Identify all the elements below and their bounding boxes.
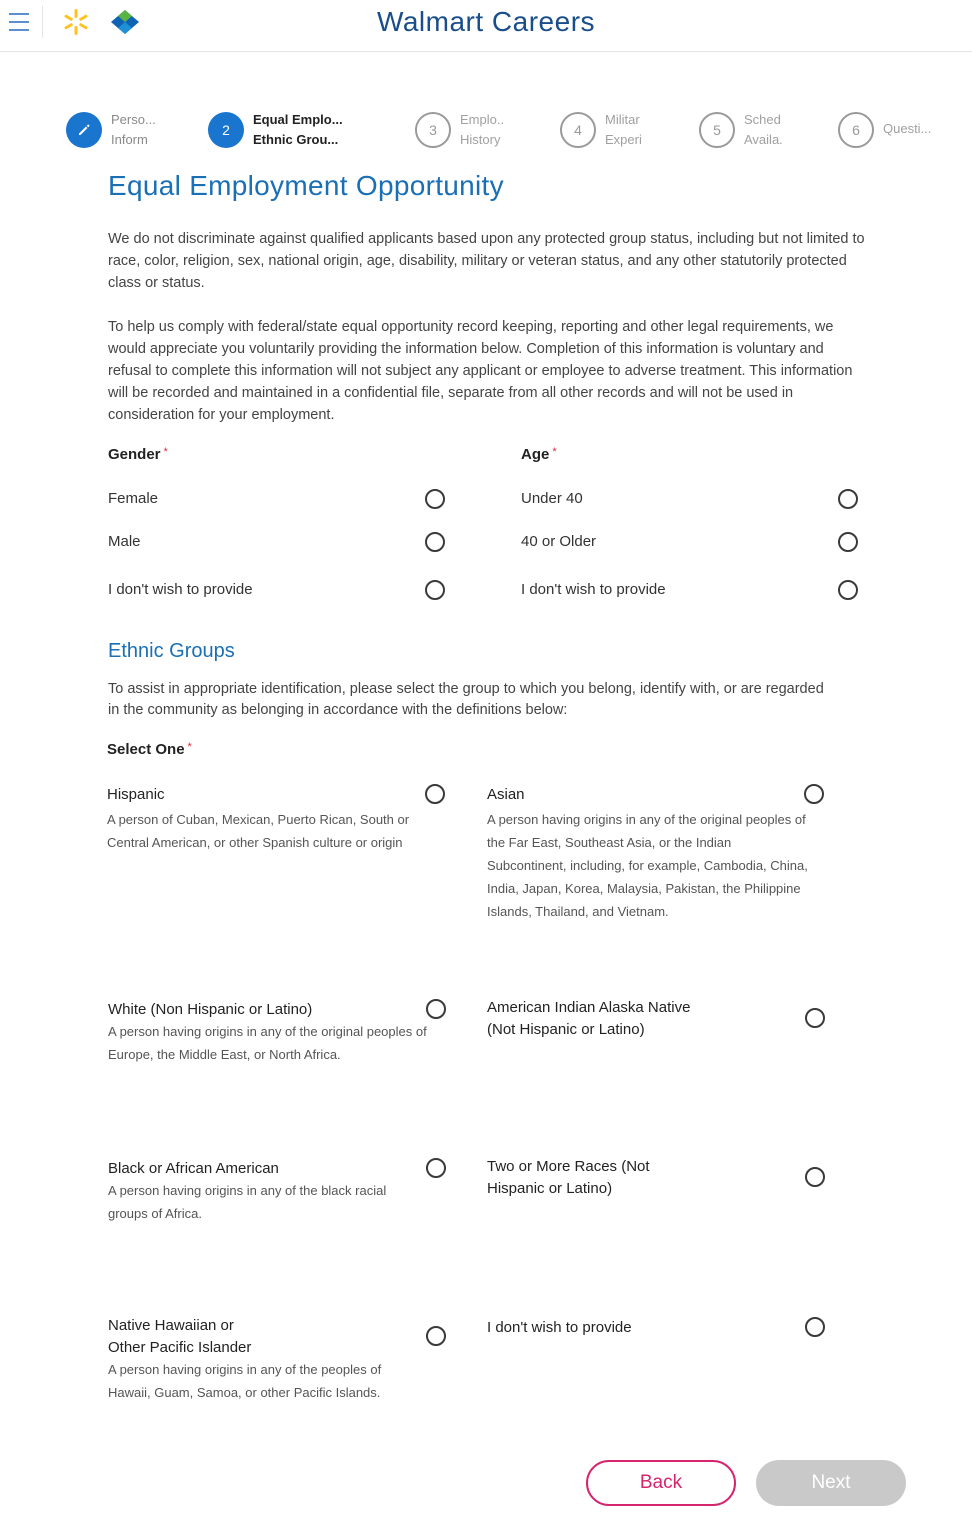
ethnic-two-or-more-title: Two or More Races (Not Hispanic or Latino): [487, 1158, 650, 1197]
age-option-under-40: Under 40: [521, 490, 583, 507]
step-4-label: Militar Experi: [605, 112, 642, 147]
step-5-number: 5: [699, 112, 735, 148]
ethnic-decline-radio[interactable]: [805, 1317, 825, 1337]
age-label: Age *: [521, 446, 557, 463]
top-header: [0, 0, 972, 52]
gender-male-radio[interactable]: [425, 532, 445, 552]
ethnic-native-hawaiian-title: Native Hawaiian or Other Pacific Islander: [108, 1317, 252, 1356]
gender-option-male: Male: [108, 533, 141, 550]
ethnic-decline-title: I don't wish to provide: [487, 1319, 632, 1336]
ethnic-american-indian-radio[interactable]: [805, 1008, 825, 1028]
ethnic-american-indian-title: American Indian Alaska Native (Not Hispanic or Latino): [487, 999, 691, 1038]
required-marker: *: [552, 446, 557, 458]
ethnic-white-title: White (Non Hispanic or Latino): [108, 1001, 313, 1018]
ethnic-native-hawaiian-desc: A person having origins in any of the peoples of Hawaii, Guam, Samoa, or other Pacific Islands.: [108, 1362, 382, 1400]
age-decline-radio[interactable]: [838, 580, 858, 600]
ethnic-instructions: To assist in appropriate identification, please select the group to which you belong, identify with, or are regarded in the community as belonging in accordance with the definitions below:: [108, 681, 824, 718]
ethnic-two-or-more-radio[interactable]: [805, 1167, 825, 1187]
ethnic-asian-radio[interactable]: [804, 784, 824, 804]
next-button[interactable]: Next: [756, 1460, 906, 1506]
ethnic-groups-heading: Ethnic Groups: [108, 640, 235, 662]
ethnic-hispanic-title: Hispanic: [107, 786, 165, 803]
ethnic-hispanic-desc: A person of Cuban, Mexican, Puerto Rican, South or Central American, or other Spanish culture or origin: [107, 812, 410, 850]
intro-paragraph-1: We do not discriminate against qualified applicants based upon any protected group status, including but not limited to race, color, religion, sex, national origin, age, disability, military or veteran status, and any other statutorily protected class or status.: [108, 231, 865, 291]
ethnic-black-title: Black or African American: [108, 1160, 279, 1177]
page-title: Equal Employment Opportunity: [108, 170, 504, 201]
ethnic-white-desc: A person having origins in any of the original peoples of Europe, the Middle East, or North Africa.: [108, 1024, 427, 1062]
ethnic-native-hawaiian-radio[interactable]: [426, 1326, 446, 1346]
pencil-icon: [66, 112, 102, 148]
step-3-label: Emplo.. History: [460, 112, 505, 147]
intro-paragraph-2: To help us comply with federal/state equal opportunity record keeping, reporting and other legal requirements, we would appreciate you voluntarily providing the information below. Completion of this information is voluntary and refusal to complete this information will not subject any applicant or employee to adverse treatment. This information will be recorded and maintained in a confidential file, separate from all other records and will not be used in consideration for your employment.: [108, 319, 853, 423]
step-6-label: Questi...: [883, 121, 932, 136]
required-marker: *: [163, 446, 168, 458]
gender-decline-radio[interactable]: [425, 580, 445, 600]
ethnic-black-radio[interactable]: [426, 1158, 446, 1178]
ethnic-white-radio[interactable]: [426, 999, 446, 1019]
gender-female-radio[interactable]: [425, 489, 445, 509]
step-2-number: 2: [208, 112, 244, 148]
step-3-number: 3: [415, 112, 451, 148]
required-marker: *: [187, 741, 192, 753]
age-40-or-older-radio[interactable]: [838, 532, 858, 552]
step-5-label: Sched Availa.: [744, 112, 783, 147]
gender-option-decline: I don't wish to provide: [108, 581, 253, 598]
step-6-number: 6: [838, 112, 874, 148]
back-button[interactable]: Back: [586, 1460, 736, 1506]
ethnic-black-desc: A person having origins in any of the black racial groups of Africa.: [108, 1183, 387, 1221]
age-under-40-radio[interactable]: [838, 489, 858, 509]
select-one-label: Select One *: [107, 741, 192, 758]
step-1-label: Perso... Inform: [111, 112, 156, 147]
ethnic-hispanic-radio[interactable]: [425, 784, 445, 804]
step-4-number: 4: [560, 112, 596, 148]
age-option-decline: I don't wish to provide: [521, 581, 666, 598]
age-option-40-or-older: 40 or Older: [521, 533, 597, 550]
step-2-label: Equal Emplo... Ethnic Grou...: [253, 112, 343, 147]
ethnic-asian-title: Asian: [487, 786, 525, 803]
gender-label: Gender *: [108, 446, 168, 463]
app-title: Walmart Careers: [376, 6, 596, 37]
ethnic-asian-desc: A person having origins in any of the original peoples of the Far East, Southeast Asia, or the Indian Subcontinent, including, for example, Cambodia, China, India, Japan, Korea, Malaysia, Pakistan, the Philippine Islands, Thailand, and Vietnam.: [487, 812, 808, 919]
gender-option-female: Female: [108, 490, 159, 507]
